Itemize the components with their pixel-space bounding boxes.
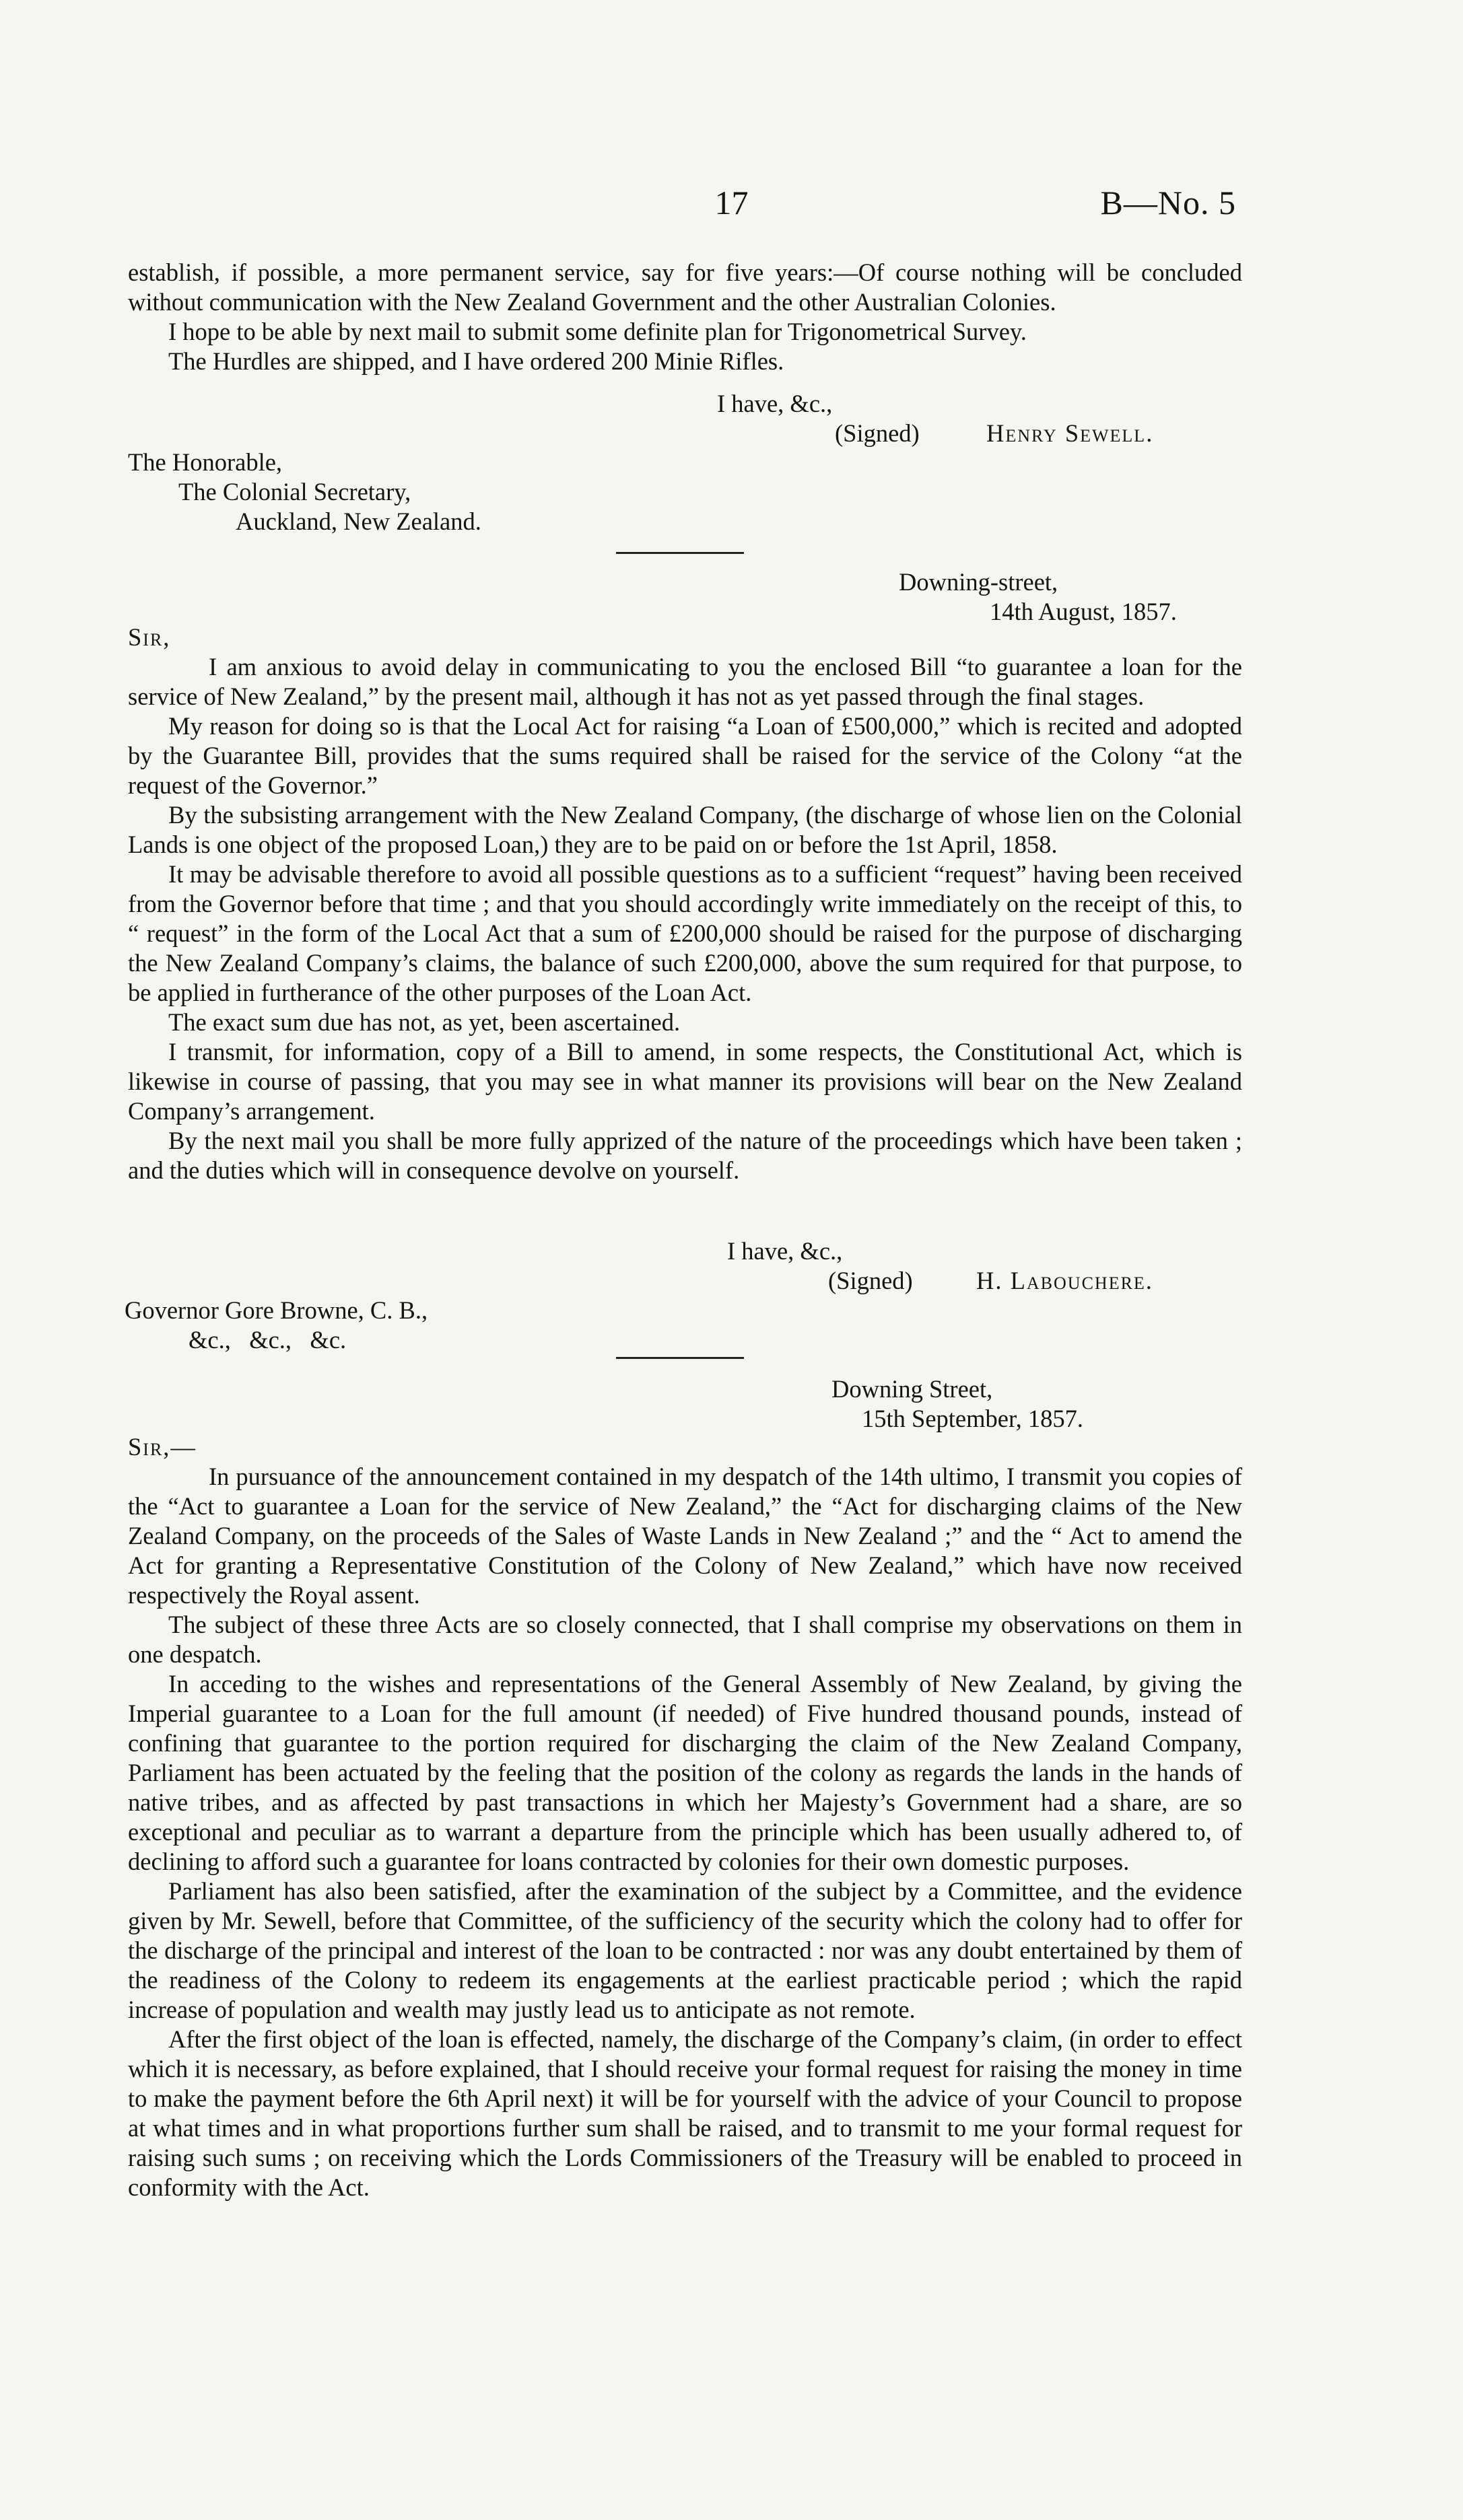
letter1-addressee-line: The Honorable, (128, 448, 283, 476)
letter3-date: 15th September, 1857. (862, 1405, 1084, 1432)
letter2-addressee-line: Governor Gore Browne, C. B., (125, 1296, 428, 1324)
letter3-paragraph: In pursuance of the announcement contained in my despatch of the 14th ultimo, I transmit you copies of the “Act to guarantee a Loan for the service of New Zealand,” the “Act for discharging claims of the New Zealand Company, on the proceeds of the Sales of Waste Lands in New Zealand ;” and the “ Act to amend the Act for granting a Representative Constitution of the Colony of New Zealand,” which have now received respectively the Royal assent. (128, 1463, 1242, 1609)
letter2-paragraph: It may be advisable therefore to avoid all possible questions as to a sufficient “request” having been received from the Governor before that time ; and that you should accordingly write immediately on the receipt of this, to “ request” in the form of the Local Act that a sum of £200,000 should be raised for the purpose of discharging the New Zealand Company’s claims, the balance of such £200,000, above the sum required for that purpose, to be applied in furtherance of the other purposes of the Loan Act. (128, 860, 1242, 1006)
letter1-paragraph: establish, if possible, a more permanent service, say for five years:—Of course nothing will be concluded without communication with the New Zealand Government and the other Australian Colonies. (128, 258, 1242, 316)
letter2-signed: (Signed) (828, 1267, 913, 1294)
letter2-body (128, 652, 1242, 1185)
letter1-paragraph: I hope to be able by next mail to submit some definite plan for Trigonometrical Survey. (168, 318, 1027, 345)
letter3-paragraph: The subject of these three Acts are so closely connected, that I shall comprise my observations on them in one despatch. (128, 1611, 1242, 1668)
letter2-salutation: Sir, (128, 623, 171, 651)
letter2-signature: H. Labouchere. (976, 1267, 1153, 1294)
letter1-body (128, 258, 1242, 376)
letter2-paragraph: By the next mail you shall be more fully apprized of the nature of the proceedings which have been taken ; and the duties which will in consequence devolve on yourself. (128, 1127, 1242, 1184)
letter2-paragraph: I transmit, for information, copy of a Bill to amend, in some respects, the Constitutional Act, which is likewise in course of passing, that you may see in what manner its provisions will bear on the New Zealand Company’s arrangement. (128, 1038, 1242, 1125)
letter2-place: Downing-street, (899, 568, 1058, 596)
letter3-body (128, 1462, 1242, 2202)
letter3-salutation: Sir,— (128, 1433, 197, 1461)
section-divider (616, 552, 744, 554)
letter2-paragraph: My reason for doing so is that the Local Act for raising “a Loan of £500,000,” which is recited and adopted by the Guarantee Bill, provides that the sums required shall be raised for the service of the Colony “at the request of the Governor.” (128, 712, 1242, 799)
letter3-paragraph: Parliament has also been satisfied, after the examination of the subject by a Committee, and the evidence given by Mr. Sewell, before that Committee, of the sufficiency of the security which the colony had to offer for the discharge of the principal and interest of the loan to be contracted : nor was any doubt entertained by them of the readiness of the Colony to redeem its engagements at the earliest practicable period ; which the rapid increase of population and wealth may justly lead us to anticipate as not remote. (128, 1877, 1242, 2023)
letter3-paragraph: In acceding to the wishes and representations of the General Assembly of New Zealand, by giving the Imperial guarantee to a Loan for the full amount (if needed) of Five hundred thousand pounds, instead of confining that guarantee to the portion required for discharging the claim of the New Zealand Company, Parliament has been actuated by the feeling that the position of the colony as regards the lands in the hands of native tribes, and as affected by past transactions in which her Majesty’s Government had a share, are so exceptional and peculiar as to warrant a departure from the principle which has been usually adhered to, of declining to afford such a guarantee for loans contracted by colonies for their own domestic purposes. (128, 1670, 1242, 1875)
letter1-signature: Henry Sewell. (986, 419, 1154, 447)
letter2-paragraph: By the subsisting arrangement with the New Zealand Company, (the discharge of whose lien on the Colonial Lands is one object of the proposed Loan,) they are to be paid on or before the 1st April, 1858. (128, 801, 1242, 858)
letter1-signed: (Signed) (835, 419, 920, 447)
letter2-paragraph: The exact sum due has not, as yet, been ascertained. (168, 1008, 681, 1036)
letter1-addressee-line: The Colonial Secretary, (178, 478, 411, 505)
letter1-addressee-line: Auckland, New Zealand. (236, 508, 481, 535)
letter3-paragraph: After the first object of the loan is effected, namely, the discharge of the Company’s claim, (in order to effect which it is necessary, as before explained, that I should receive your formal request for raising the money in time to make the payment before the 6th April next) it will be for yourself with the advice of your Council to propose at what times and in what proportions further sum shall be raised, and to transmit to me your formal request for raising such sums ; on receiving which the Lords Commissioners of the Treasury will be enabled to proceed in conformity with the Act. (128, 2025, 1242, 2201)
letter2-addressee-line: &c., &c., &c. (189, 1326, 347, 1354)
letter2-closing: I have, &c., (727, 1237, 843, 1265)
document-reference: B—No. 5 (1100, 184, 1236, 221)
section-divider (616, 1357, 744, 1359)
letter2-date: 14th August, 1857. (990, 598, 1177, 625)
letter2-paragraph: I am anxious to avoid delay in communicating to you the enclosed Bill “to guarantee a loan for the service of New Zealand,” by the present mail, although it has not as yet passed through the final stages. (128, 653, 1242, 710)
letter3-place: Downing Street, (831, 1375, 993, 1403)
page-number: 17 (714, 184, 749, 221)
letter1-closing: I have, &c., (717, 390, 833, 417)
letter1-paragraph: The Hurdles are shipped, and I have ordered 200 Minie Rifles. (168, 347, 784, 375)
